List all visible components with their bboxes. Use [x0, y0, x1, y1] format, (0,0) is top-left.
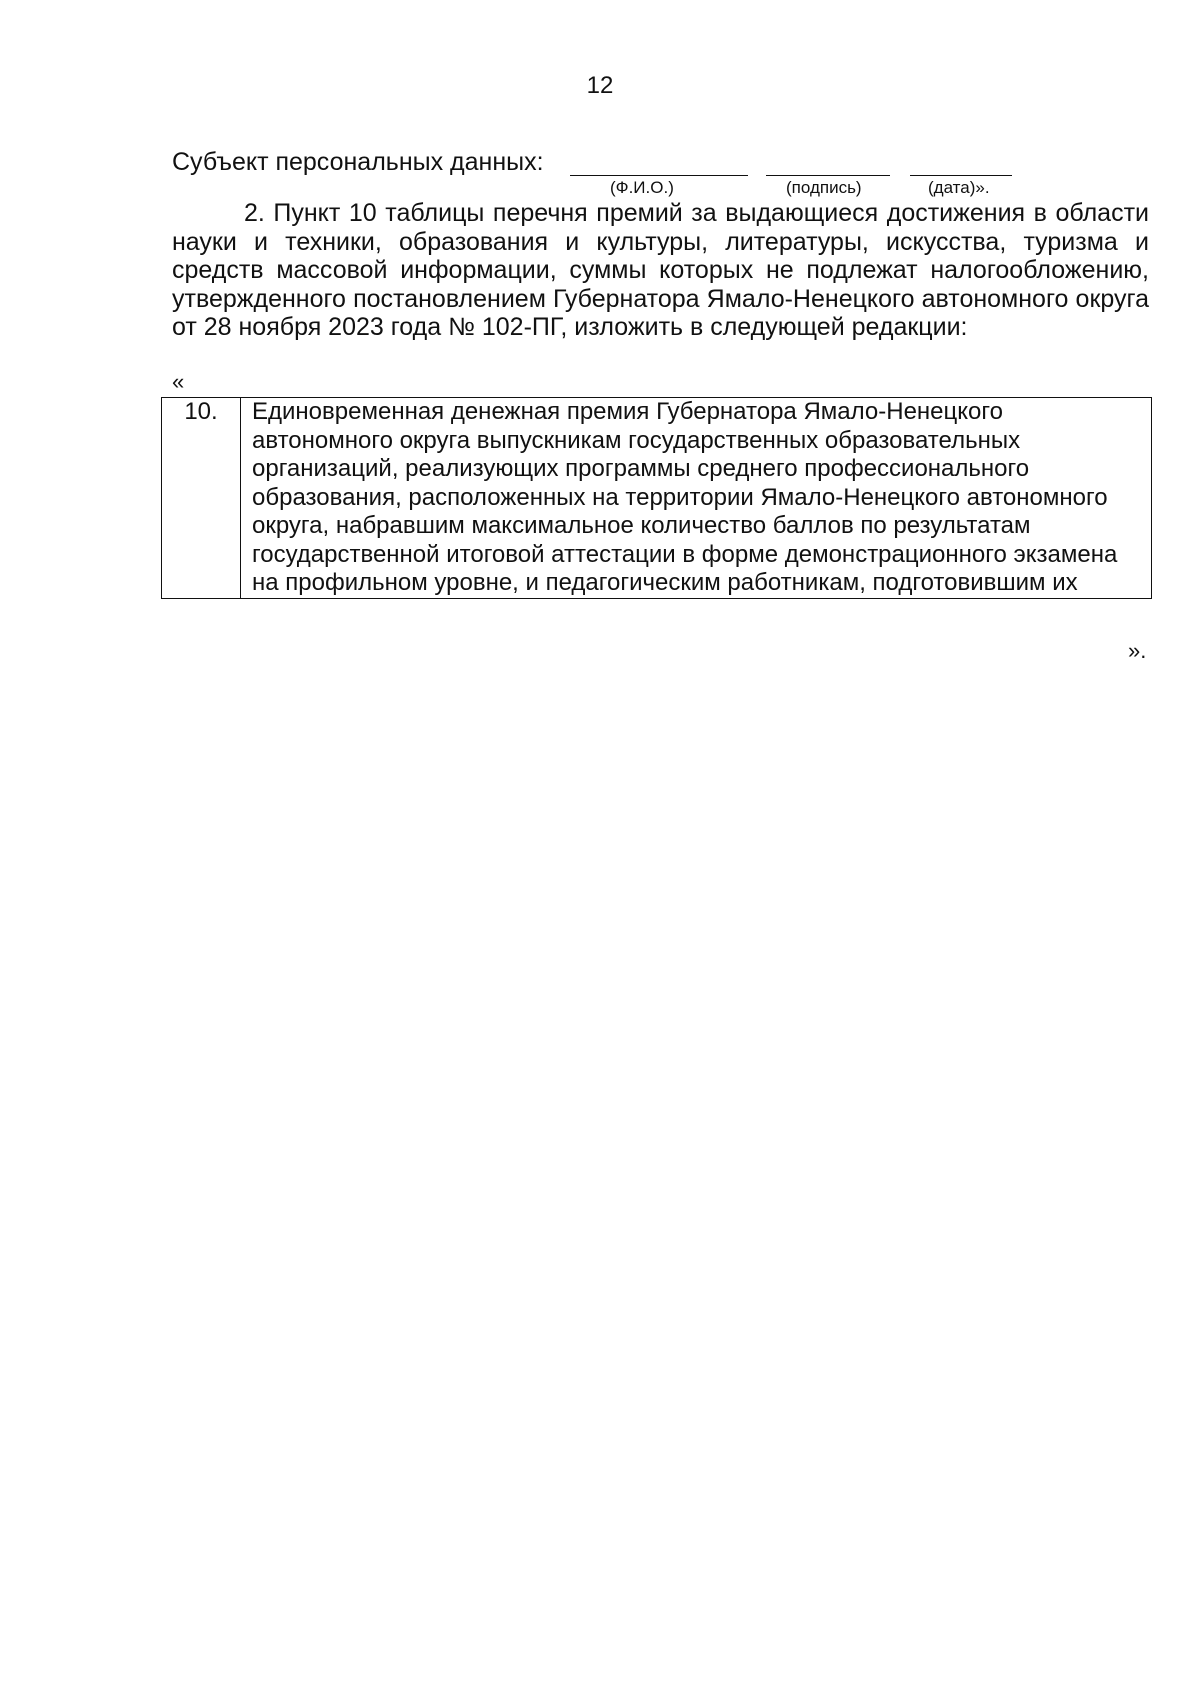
- consent-label: Субъект персональных данных:: [172, 148, 544, 176]
- fio-caption: (Ф.И.О.): [610, 178, 674, 197]
- row-number: 10.: [162, 398, 241, 599]
- open-quote: «: [172, 369, 185, 394]
- date-blank: [910, 148, 1012, 176]
- row-description: Единовременная денежная премия Губернатора Ямало-Ненецкого автономного округа выпускникам государственных образовательных организаций, реализующих программы среднего профессионального образования, расположенных на территории Ямало-Ненецкого автономного округа, набравшим максимальное количество баллов по результатам государственной итоговой аттестации в форме демонстрационного экзамена на профильном уровне, и педагогическим работникам, подготовившим их: [241, 398, 1152, 599]
- table-row: [162, 398, 1152, 599]
- signature-blank: [766, 148, 890, 176]
- fio-blank: [570, 148, 748, 176]
- close-quote: ».: [1128, 638, 1147, 663]
- consent-signature-line: [172, 148, 1042, 200]
- signature-caption: (подпись): [786, 178, 862, 197]
- page-number: 12: [586, 72, 614, 99]
- date-caption: (дата)».: [928, 178, 990, 197]
- award-table: [161, 397, 1152, 599]
- amendment-paragraph: 2. Пункт 10 таблицы перечня премий за выдающиеся достижения в области науки и техники, образования и культуры, литературы, искусства, туризма и средств массовой информации, суммы которых не подлежат налогообложению, утвержденного постановлением Губернатора Ямало-Ненецкого автономного округа от 28 ноября 2023 года № 102-ПГ, изложить в следующей редакции:: [172, 199, 1149, 342]
